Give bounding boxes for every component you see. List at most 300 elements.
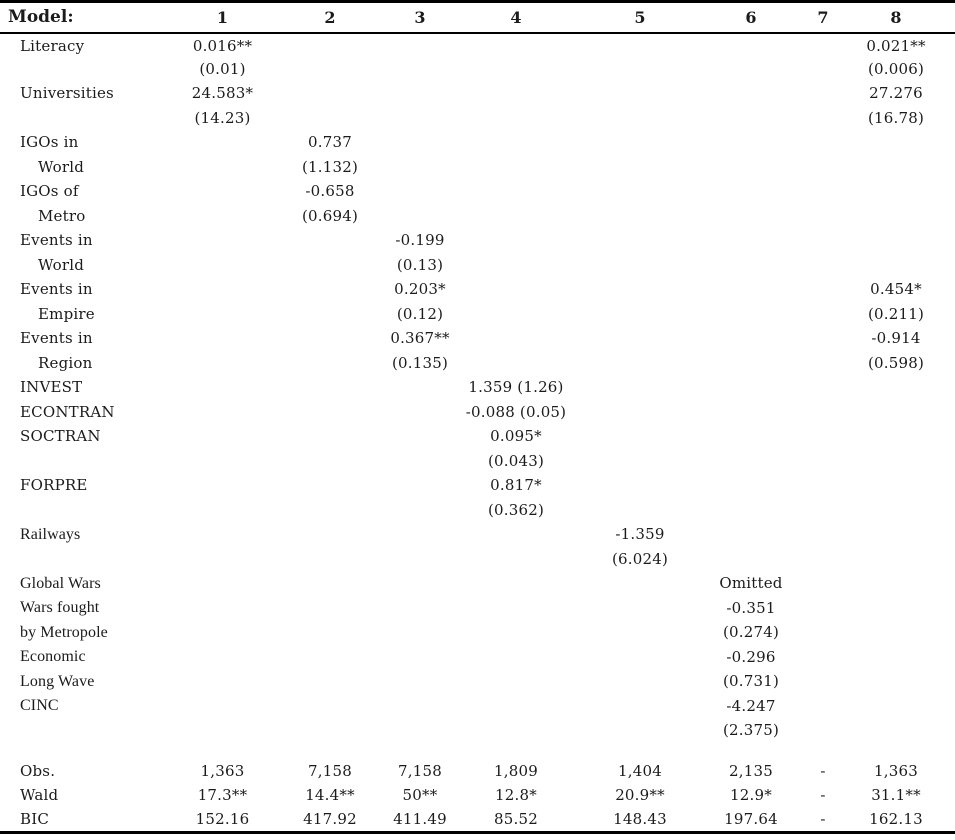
cell [708, 474, 794, 499]
cell [572, 278, 708, 303]
cell: 162.13 [869, 810, 923, 828]
cell [794, 204, 852, 229]
cell [852, 131, 940, 156]
row-spacer [940, 498, 955, 523]
cell [794, 400, 852, 425]
cell [380, 523, 460, 548]
row-label: IGOs of [20, 182, 79, 201]
cell: 0.454* [870, 280, 922, 299]
cell: (0.006) [867, 59, 925, 78]
cell [572, 155, 708, 180]
cell [794, 155, 852, 180]
cell: (0.694) [301, 206, 359, 225]
cell [572, 621, 708, 646]
cell: 1,809 [494, 761, 538, 780]
cell [460, 180, 572, 205]
cell [572, 376, 708, 401]
table-row [0, 449, 955, 474]
cell [794, 474, 852, 499]
cell [572, 33, 708, 58]
cell [794, 645, 852, 670]
cell: (0.274) [722, 623, 780, 642]
cell [852, 400, 940, 425]
cell [572, 351, 708, 376]
cell [794, 131, 852, 156]
cell [165, 621, 280, 646]
model-column-header-1: 1 [165, 2, 280, 33]
cell [380, 474, 460, 499]
cell [708, 131, 794, 156]
row-label: Railways [20, 525, 81, 543]
cell [794, 572, 852, 597]
cell [460, 547, 572, 572]
cell: - [820, 810, 826, 828]
cell [380, 204, 460, 229]
table-row [0, 808, 955, 833]
cell: (0.12) [396, 304, 444, 323]
cell [280, 106, 380, 131]
cell [380, 82, 460, 107]
cell [852, 694, 940, 719]
cell: -1.359 [615, 525, 665, 544]
cell [280, 621, 380, 646]
cell [380, 57, 460, 82]
cell [380, 547, 460, 572]
cell [572, 449, 708, 474]
cell [165, 645, 280, 670]
cell [708, 82, 794, 107]
row-spacer [940, 621, 955, 646]
cell [794, 278, 852, 303]
cell [572, 474, 708, 499]
cell [794, 670, 852, 695]
row-spacer [940, 596, 955, 621]
row-spacer [940, 474, 955, 499]
cell [380, 449, 460, 474]
table-body [0, 33, 955, 833]
cell [165, 278, 280, 303]
cell [280, 719, 380, 744]
cell [165, 302, 280, 327]
cell: (0.043) [487, 451, 545, 470]
cell: 50** [402, 786, 438, 805]
cell [380, 694, 460, 719]
row-label: Obs. [20, 761, 56, 780]
cell [165, 229, 280, 254]
cell: (0.362) [487, 500, 545, 519]
cell [460, 229, 572, 254]
row-label [0, 498, 165, 523]
cell [380, 498, 460, 523]
cell: 24.583* [191, 84, 254, 103]
cell: 20.9** [615, 786, 665, 805]
cell [280, 376, 380, 401]
cell: 12.9* [730, 786, 772, 805]
cell [460, 57, 572, 82]
row-spacer [940, 572, 955, 597]
cell [852, 596, 940, 621]
row-label: Universities [20, 84, 114, 103]
model-column-header-7: 7 [794, 2, 852, 33]
cell [852, 376, 940, 401]
cell: -0.914 [871, 329, 921, 348]
cell [380, 400, 460, 425]
cell [165, 547, 280, 572]
cell [165, 498, 280, 523]
cell: 0.817* [490, 476, 542, 495]
cell [794, 547, 852, 572]
row-label: CINC [20, 697, 59, 715]
cell [852, 229, 940, 254]
header-spacer [940, 2, 955, 33]
cell [572, 719, 708, 744]
row-spacer [940, 400, 955, 425]
row-spacer [940, 229, 955, 254]
row-spacer [940, 547, 955, 572]
row-spacer [940, 523, 955, 548]
cell: 0.367** [390, 329, 450, 348]
row-label [0, 719, 165, 744]
cell [280, 253, 380, 278]
row-spacer [940, 253, 955, 278]
cell: 197.64 [724, 810, 778, 828]
row-label: Long Wave [20, 672, 95, 690]
cell: 152.16 [195, 810, 250, 828]
spacer-row [0, 743, 955, 759]
cell [852, 425, 940, 450]
cell [280, 523, 380, 548]
cell [708, 523, 794, 548]
cell [708, 449, 794, 474]
cell [460, 523, 572, 548]
cell [852, 474, 940, 499]
cell [572, 131, 708, 156]
cell [708, 376, 794, 401]
row-spacer [940, 82, 955, 107]
cell [280, 670, 380, 695]
cell [708, 498, 794, 523]
row-label: Events in [20, 231, 93, 250]
cell [708, 253, 794, 278]
cell [708, 229, 794, 254]
model-column-header-3: 3 [380, 2, 460, 33]
cell [794, 719, 852, 744]
row-label: INVEST [20, 378, 83, 397]
cell: 85.52 [494, 810, 538, 828]
cell [794, 180, 852, 205]
row-spacer [940, 351, 955, 376]
cell: 1,404 [618, 761, 662, 780]
cell [165, 253, 280, 278]
cell [460, 155, 572, 180]
row-spacer [940, 180, 955, 205]
row-spacer [940, 425, 955, 450]
model-column-header-8: 8 [852, 2, 940, 33]
cell [460, 645, 572, 670]
cell [794, 596, 852, 621]
cell [460, 719, 572, 744]
row-spacer [940, 449, 955, 474]
model-column-header-4: 4 [460, 2, 572, 33]
model-header-label: Model: [0, 2, 165, 33]
row-spacer [940, 155, 955, 180]
cell: 417.92 [303, 810, 357, 828]
cell [460, 327, 572, 352]
row-spacer [940, 327, 955, 352]
cell [380, 180, 460, 205]
cell [852, 449, 940, 474]
cell [165, 523, 280, 548]
cell [165, 474, 280, 499]
row-spacer [940, 376, 955, 401]
cell: -0.296 [726, 647, 776, 666]
cell [280, 33, 380, 58]
cell [852, 253, 940, 278]
cell [280, 425, 380, 450]
cell: 411.49 [393, 810, 447, 828]
row-spacer [940, 57, 955, 82]
table-row [0, 327, 955, 352]
table-row [0, 784, 955, 809]
table-row [0, 106, 955, 131]
cell [460, 278, 572, 303]
cell: (16.78) [867, 108, 925, 127]
cell [572, 670, 708, 695]
row-label: Region [38, 353, 93, 372]
cell [280, 327, 380, 352]
cell [572, 82, 708, 107]
cell [794, 82, 852, 107]
cell: (0.598) [867, 353, 925, 372]
row-label: World [38, 255, 84, 274]
cell: 31.1** [871, 786, 921, 805]
cell [380, 719, 460, 744]
row-spacer [940, 131, 955, 156]
cell [572, 302, 708, 327]
table-row [0, 498, 955, 523]
cell [852, 719, 940, 744]
row-label [0, 106, 165, 131]
row-label [0, 449, 165, 474]
cell [165, 376, 280, 401]
cell: 1.359 (1.26) [468, 378, 564, 397]
cell [380, 645, 460, 670]
row-label: Metro [38, 206, 86, 225]
cell [165, 572, 280, 597]
row-spacer [940, 204, 955, 229]
cell [572, 327, 708, 352]
cell [572, 498, 708, 523]
table-row [0, 621, 955, 646]
cell [852, 180, 940, 205]
cell [280, 645, 380, 670]
table-row [0, 572, 955, 597]
table-row [0, 180, 955, 205]
cell [460, 572, 572, 597]
cell [280, 57, 380, 82]
table-row [0, 596, 955, 621]
cell [572, 180, 708, 205]
cell: (0.135) [391, 353, 449, 372]
cell [852, 204, 940, 229]
cell [794, 523, 852, 548]
cell [708, 155, 794, 180]
cell [460, 33, 572, 58]
table-row [0, 759, 955, 784]
cell [165, 425, 280, 450]
table-row [0, 155, 955, 180]
cell: 1,363 [874, 761, 918, 780]
cell [460, 204, 572, 229]
cell [165, 204, 280, 229]
cell [852, 523, 940, 548]
row-label: Wald [20, 786, 59, 805]
cell [380, 106, 460, 131]
table-row [0, 302, 955, 327]
cell [280, 694, 380, 719]
cell: 27.276 [869, 84, 923, 103]
cell [708, 57, 794, 82]
row-label [0, 57, 165, 82]
cell [460, 351, 572, 376]
cell [708, 302, 794, 327]
row-label: by Metropole [20, 623, 108, 641]
cell: 7,158 [308, 761, 352, 780]
row-spacer [940, 759, 955, 784]
cell [708, 400, 794, 425]
cell [380, 621, 460, 646]
cell [852, 621, 940, 646]
model-column-header-6: 6 [708, 2, 794, 33]
cell: (2.375) [722, 721, 780, 740]
cell: 0.095* [490, 427, 542, 446]
table-row [0, 229, 955, 254]
cell [708, 425, 794, 450]
cell [460, 596, 572, 621]
row-label: Events in [20, 329, 93, 348]
cell [708, 547, 794, 572]
cell [852, 498, 940, 523]
table-row [0, 82, 955, 107]
row-label: Economic [20, 648, 86, 666]
row-label: Events in [20, 280, 93, 299]
cell: -0.351 [726, 598, 776, 617]
cell [708, 106, 794, 131]
spacer-cell [0, 743, 955, 759]
model-column-header-2: 2 [280, 2, 380, 33]
cell [460, 621, 572, 646]
cell [460, 106, 572, 131]
cell [708, 278, 794, 303]
cell: Omitted [719, 574, 783, 593]
cell [165, 180, 280, 205]
row-spacer [940, 670, 955, 695]
cell [708, 204, 794, 229]
cell [280, 596, 380, 621]
cell: 2,135 [729, 761, 773, 780]
cell: -4.247 [726, 696, 776, 715]
cell [165, 351, 280, 376]
row-label: FORPRE [20, 476, 88, 495]
cell [708, 180, 794, 205]
row-label: Literacy [20, 36, 85, 55]
cell [380, 376, 460, 401]
model-column-header-5: 5 [572, 2, 708, 33]
cell [708, 33, 794, 58]
cell [280, 400, 380, 425]
row-label: Global Wars [20, 574, 101, 592]
row-spacer [940, 645, 955, 670]
cell [572, 645, 708, 670]
cell [572, 229, 708, 254]
cell [794, 425, 852, 450]
cell [280, 278, 380, 303]
cell [794, 327, 852, 352]
cell [572, 425, 708, 450]
cell: -0.088 (0.05) [465, 402, 567, 421]
table-row [0, 33, 955, 58]
cell [572, 57, 708, 82]
header-row [0, 2, 955, 33]
cell: (0.731) [722, 672, 780, 691]
cell [280, 474, 380, 499]
cell [165, 719, 280, 744]
cell [165, 694, 280, 719]
cell [165, 670, 280, 695]
cell [165, 596, 280, 621]
cell: (1.132) [301, 157, 359, 176]
cell [460, 253, 572, 278]
table-row [0, 253, 955, 278]
row-spacer [940, 808, 955, 833]
row-label: Wars fought [20, 599, 100, 617]
row-spacer [940, 784, 955, 809]
cell [165, 400, 280, 425]
cell [380, 425, 460, 450]
cell: 0.737 [308, 133, 352, 152]
cell: - [820, 786, 826, 805]
cell [794, 33, 852, 58]
cell [165, 131, 280, 156]
row-spacer [940, 719, 955, 744]
cell: 1,363 [200, 761, 245, 780]
cell [460, 302, 572, 327]
cell: -0.199 [395, 231, 445, 250]
cell: 148.43 [613, 810, 667, 828]
table-row [0, 131, 955, 156]
cell [794, 253, 852, 278]
cell: (6.024) [611, 549, 669, 568]
cell [794, 621, 852, 646]
cell [572, 572, 708, 597]
table-row [0, 204, 955, 229]
table-row [0, 400, 955, 425]
table-row [0, 694, 955, 719]
table-row [0, 670, 955, 695]
cell [280, 229, 380, 254]
table-row [0, 547, 955, 572]
cell [794, 449, 852, 474]
cell: -0.658 [305, 182, 355, 201]
cell [460, 670, 572, 695]
cell [380, 131, 460, 156]
table-row [0, 351, 955, 376]
cell [572, 694, 708, 719]
cell [280, 82, 380, 107]
table-row [0, 425, 955, 450]
cell: (14.23) [194, 108, 251, 127]
cell [380, 572, 460, 597]
